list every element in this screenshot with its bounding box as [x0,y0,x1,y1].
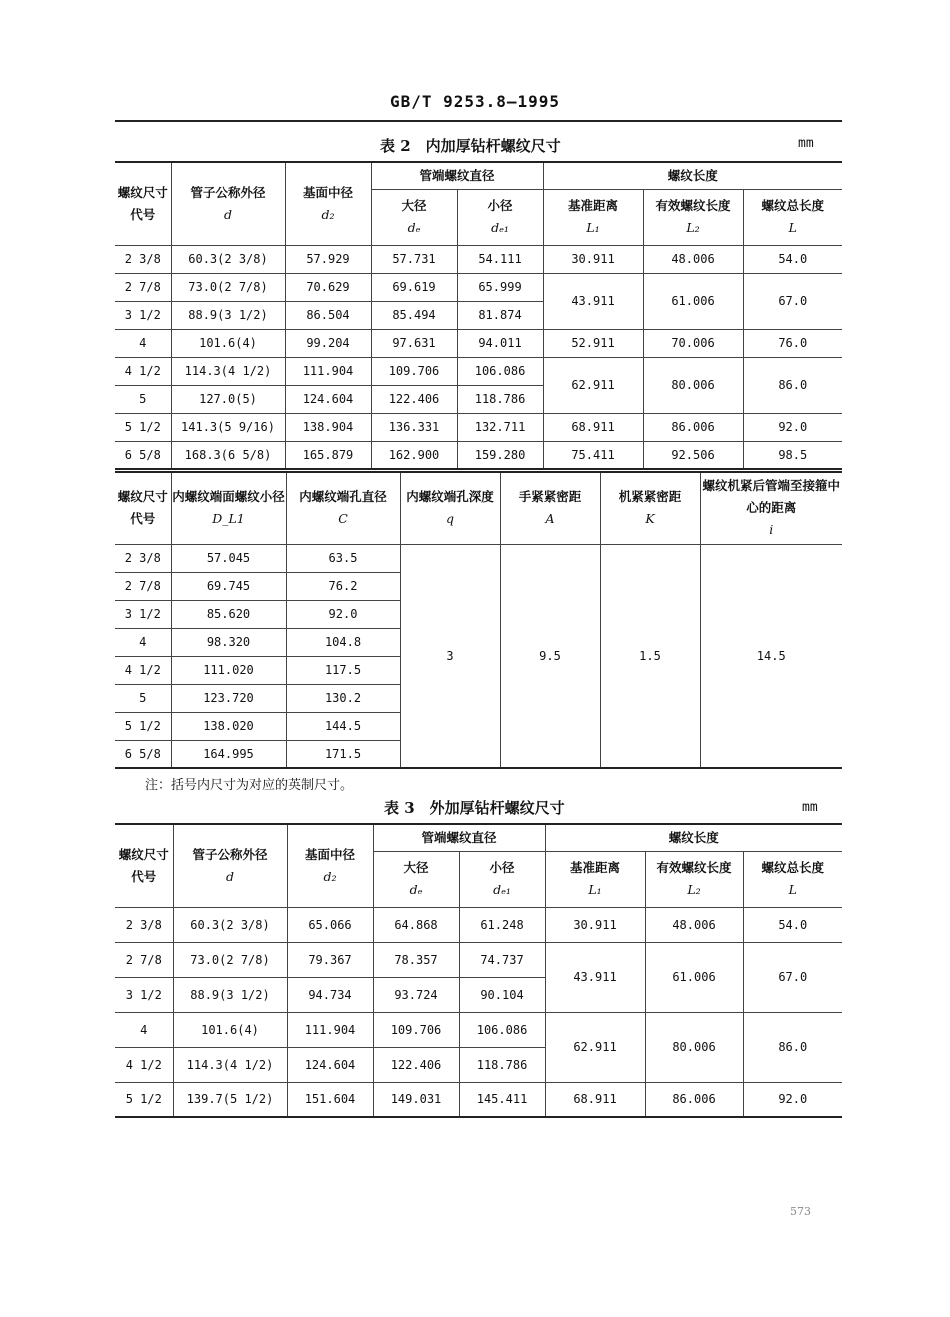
cell-minor: 61.248 [459,907,545,942]
t2-h-minor-label: 小径 [487,198,513,213]
t3-h-code: 螺纹尺寸代号 [115,824,173,907]
t2b-h-a-sym: A [545,511,555,527]
cell-code: 4 1/2 [115,656,171,684]
table-row [115,907,842,942]
cell-l2: 48.006 [645,907,743,942]
page-number: 573 [790,1205,811,1218]
t2-h-lt-sym: L [788,220,797,235]
table3-unit: mm [802,800,818,815]
table3 [115,823,842,1118]
t2-h-lt-label: 螺纹总长度 [761,198,825,213]
cell-code: 4 [115,1012,173,1047]
t2b-h-k [600,472,700,544]
t2-h-lt [743,189,842,245]
cell-l1: 52.911 [543,329,643,357]
t2-h-minor-sym: dₑ₁ [491,220,509,235]
t2b-h-q-label: 内螺纹端孔深度 [406,489,494,505]
t3-h-od-sym: d [225,868,234,884]
cell-lt: 54.0 [743,907,842,942]
cell-pitch: 138.904 [285,413,371,441]
t3-h-l1-label: 基准距离 [570,860,621,875]
t2b-h-dl1-label: 内螺纹端面螺纹小径 [172,489,285,505]
cell-l2: 61.006 [643,273,743,329]
cell-od: 88.9(3 1/2) [171,301,285,329]
cell-pitch: 86.504 [285,301,371,329]
cell-l1: 75.411 [543,441,643,469]
t3-h-minor [459,851,545,907]
cell-code: 2 3/8 [115,907,173,942]
cell-l1: 43.911 [543,273,643,329]
cell-code: 4 [115,329,171,357]
t2b-h-i [700,472,842,544]
t2b-h-dl1-sym: D_L1 [212,511,245,527]
cell-code: 5 1/2 [115,413,171,441]
t2-h-l2-label: 有效螺纹长度 [655,198,731,213]
t2-h-major [371,189,457,245]
t2b-h-c-sym: C [338,511,348,527]
cell-pitch: 94.734 [287,977,373,1012]
t3-h-pitch-label: 基面中径 [304,846,355,862]
cell-od: 168.3(6 5/8) [171,441,285,469]
cell-od: 114.3(4 1/2) [173,1047,287,1082]
cell-l2: 92.506 [643,441,743,469]
cell-major: 122.406 [371,385,457,413]
t3-h-minor-sym: dₑ₁ [493,882,511,897]
cell-major: 78.357 [373,942,459,977]
cell-i: 14.5 [700,544,842,768]
cell-lt: 67.0 [743,273,842,329]
t3-h-l2-sym: L₂ [687,882,701,897]
t2b-h-a [500,472,600,544]
cell-code: 5 [115,684,171,712]
cell-code: 2 7/8 [115,572,171,600]
cell-c: 104.8 [286,628,400,656]
cell-major: 57.731 [371,245,457,273]
cell-major: 109.706 [373,1012,459,1047]
t3-h-l1 [545,851,645,907]
t3-h-l2-label: 有效螺纹长度 [656,860,732,875]
cell-dl1: 57.045 [171,544,286,572]
cell-k: 1.5 [600,544,700,768]
t2-h-pitch [285,162,371,245]
t3-h-lt [743,851,842,907]
cell-pitch: 111.904 [285,357,371,385]
cell-pitch: 57.929 [285,245,371,273]
table-row [115,1082,842,1117]
t3-h-len-group: 螺纹长度 [545,824,842,851]
t2b-h-k-label: 机紧紧密距 [618,489,682,505]
cell-lt: 92.0 [743,1082,842,1117]
cell-minor: 74.737 [459,942,545,977]
t3-h-lt-label: 螺纹总长度 [761,860,825,875]
cell-l2: 80.006 [643,357,743,413]
cell-pitch: 99.204 [285,329,371,357]
cell-major: 97.631 [371,329,457,357]
cell-l2: 80.006 [645,1012,743,1082]
cell-code: 5 1/2 [115,712,171,740]
t2-h-major-label: 大径 [401,198,427,213]
cell-minor: 65.999 [457,273,543,301]
t2-h-od [171,162,285,245]
cell-code: 2 7/8 [115,273,171,301]
cell-code: 6 5/8 [115,740,171,768]
t2-h-len-group: 螺纹长度 [543,162,842,189]
cell-major: 162.900 [371,441,457,469]
table2-note: 注：括号内尺寸为对应的英制尺寸。 [145,778,354,793]
cell-dl1: 98.320 [171,628,286,656]
t2-h-l1 [543,189,643,245]
t2b-h-c [286,472,400,544]
cell-dl1: 138.020 [171,712,286,740]
cell-od: 60.3(2 3/8) [171,245,285,273]
cell-od: 101.6(4) [173,1012,287,1047]
cell-pitch: 111.904 [287,1012,373,1047]
cell-a: 9.5 [500,544,600,768]
cell-pitch: 70.629 [285,273,371,301]
cell-minor: 118.786 [459,1047,545,1082]
cell-minor: 132.711 [457,413,543,441]
cell-pitch: 165.879 [285,441,371,469]
t2b-h-dl1 [171,472,286,544]
table-row [115,441,842,469]
table-row [115,329,842,357]
cell-code: 5 [115,385,171,413]
cell-od: 114.3(4 1/2) [171,357,285,385]
cell-c: 144.5 [286,712,400,740]
t2-h-pitch-label: 基面中径 [302,184,353,200]
cell-code: 6 5/8 [115,441,171,469]
table-row [115,245,842,273]
cell-dl1: 69.745 [171,572,286,600]
cell-l2: 70.006 [643,329,743,357]
cell-dl1: 85.620 [171,600,286,628]
table-row [115,357,842,385]
cell-lt: 54.0 [743,245,842,273]
document-header: GB/T 9253.8—1995 [389,92,561,111]
t2b-h-code: 螺纹尺寸代号 [115,472,171,544]
t3-h-minor-label: 小径 [489,860,515,875]
cell-code: 2 3/8 [115,544,171,572]
t3-h-od-label: 管子公称外径 [192,846,268,862]
cell-lt: 76.0 [743,329,842,357]
t2-h-od-sym: d [223,206,232,222]
cell-dl1: 164.995 [171,740,286,768]
cell-minor: 94.011 [457,329,543,357]
t2-h-od-label: 管子公称外径 [190,184,266,200]
t2b-h-q-sym: q [445,511,454,527]
cell-lt: 86.0 [743,1012,842,1082]
cell-major: 109.706 [371,357,457,385]
cell-lt: 92.0 [743,413,842,441]
t2-h-l2 [643,189,743,245]
t2-h-l2-sym: L₂ [686,220,700,235]
cell-c: 130.2 [286,684,400,712]
t2-h-code: 螺纹尺寸代号 [115,162,171,245]
cell-od: 101.6(4) [171,329,285,357]
cell-major: 122.406 [373,1047,459,1082]
table3-caption: 表 3 外加厚钻杆螺纹尺寸 [384,799,565,817]
cell-dl1: 111.020 [171,656,286,684]
t3-h-major-label: 大径 [403,860,429,875]
t2-h-pitch-sym: d₂ [321,206,335,222]
t2-h-major-sym: dₑ [407,220,421,235]
table-row [115,273,842,301]
cell-c: 63.5 [286,544,400,572]
table-row [115,413,842,441]
cell-pitch: 124.604 [287,1047,373,1082]
t2-h-dia-group: 管端螺纹直径 [371,162,543,189]
table-row [115,544,842,572]
cell-major: 149.031 [373,1082,459,1117]
cell-major: 69.619 [371,273,457,301]
cell-l1: 43.911 [545,942,645,1012]
cell-c: 92.0 [286,600,400,628]
t2b-h-q [400,472,500,544]
cell-lt: 67.0 [743,942,842,1012]
t2b-h-i-label: 螺纹机紧后管端至接箍中心的距离 [702,478,840,516]
cell-major: 136.331 [371,413,457,441]
cell-l1: 30.911 [543,245,643,273]
t3-h-dia-group: 管端螺纹直径 [373,824,545,851]
cell-od: 141.3(5 9/16) [171,413,285,441]
t3-h-lt-sym: L [788,882,797,897]
t2-h-l1-label: 基准距离 [568,198,619,213]
cell-code: 5 1/2 [115,1082,173,1117]
cell-q: 3 [400,544,500,768]
table2-lower [115,471,842,769]
cell-pitch: 124.604 [285,385,371,413]
cell-c: 76.2 [286,572,400,600]
cell-c: 117.5 [286,656,400,684]
cell-od: 73.0(2 7/8) [171,273,285,301]
t3-h-pitch-sym: d₂ [323,868,337,884]
cell-l1: 68.911 [543,413,643,441]
cell-code: 4 1/2 [115,357,171,385]
cell-l2: 48.006 [643,245,743,273]
cell-code: 4 1/2 [115,1047,173,1082]
cell-l1: 62.911 [545,1012,645,1082]
cell-pitch: 79.367 [287,942,373,977]
cell-l1: 30.911 [545,907,645,942]
header-rule [115,120,842,122]
t3-h-l2 [645,851,743,907]
cell-minor: 90.104 [459,977,545,1012]
cell-code: 3 1/2 [115,600,171,628]
cell-code: 3 1/2 [115,977,173,1012]
cell-lt: 98.5 [743,441,842,469]
t3-h-pitch [287,824,373,907]
cell-major: 85.494 [371,301,457,329]
cell-l2: 86.006 [645,1082,743,1117]
cell-od: 88.9(3 1/2) [173,977,287,1012]
cell-code: 3 1/2 [115,301,171,329]
table2-caption: 表 2 内加厚钻杆螺纹尺寸 [380,137,561,155]
t3-h-major-sym: dₑ [409,882,423,897]
t2-h-l1-sym: L₁ [586,220,600,235]
table-row [115,1012,842,1047]
cell-minor: 159.280 [457,441,543,469]
cell-major: 93.724 [373,977,459,1012]
cell-code: 4 [115,628,171,656]
cell-dl1: 123.720 [171,684,286,712]
t3-h-od [173,824,287,907]
cell-code: 2 3/8 [115,245,171,273]
cell-minor: 106.086 [457,357,543,385]
t2-h-minor [457,189,543,245]
cell-minor: 54.111 [457,245,543,273]
cell-l2: 61.006 [645,942,743,1012]
cell-lt: 86.0 [743,357,842,413]
table2-upper [115,161,842,470]
cell-minor: 118.786 [457,385,543,413]
cell-minor: 145.411 [459,1082,545,1117]
t2b-h-k-sym: K [645,511,655,527]
cell-od: 139.7(5 1/2) [173,1082,287,1117]
t2b-h-i-sym: i [769,522,774,538]
cell-od: 60.3(2 3/8) [173,907,287,942]
table2-unit: mm [798,136,814,151]
cell-l1: 62.911 [543,357,643,413]
cell-od: 73.0(2 7/8) [173,942,287,977]
t3-h-l1-sym: L₁ [588,882,602,897]
cell-major: 64.868 [373,907,459,942]
table-row [115,942,842,977]
cell-l1: 68.911 [545,1082,645,1117]
cell-minor: 81.874 [457,301,543,329]
cell-od: 127.0(5) [171,385,285,413]
t2b-h-c-label: 内螺纹端孔直径 [299,489,387,505]
cell-code: 2 7/8 [115,942,173,977]
t2b-h-a-label: 手紧紧密距 [518,489,582,505]
cell-pitch: 65.066 [287,907,373,942]
cell-l2: 86.006 [643,413,743,441]
cell-minor: 106.086 [459,1012,545,1047]
cell-pitch: 151.604 [287,1082,373,1117]
t3-h-major [373,851,459,907]
cell-c: 171.5 [286,740,400,768]
